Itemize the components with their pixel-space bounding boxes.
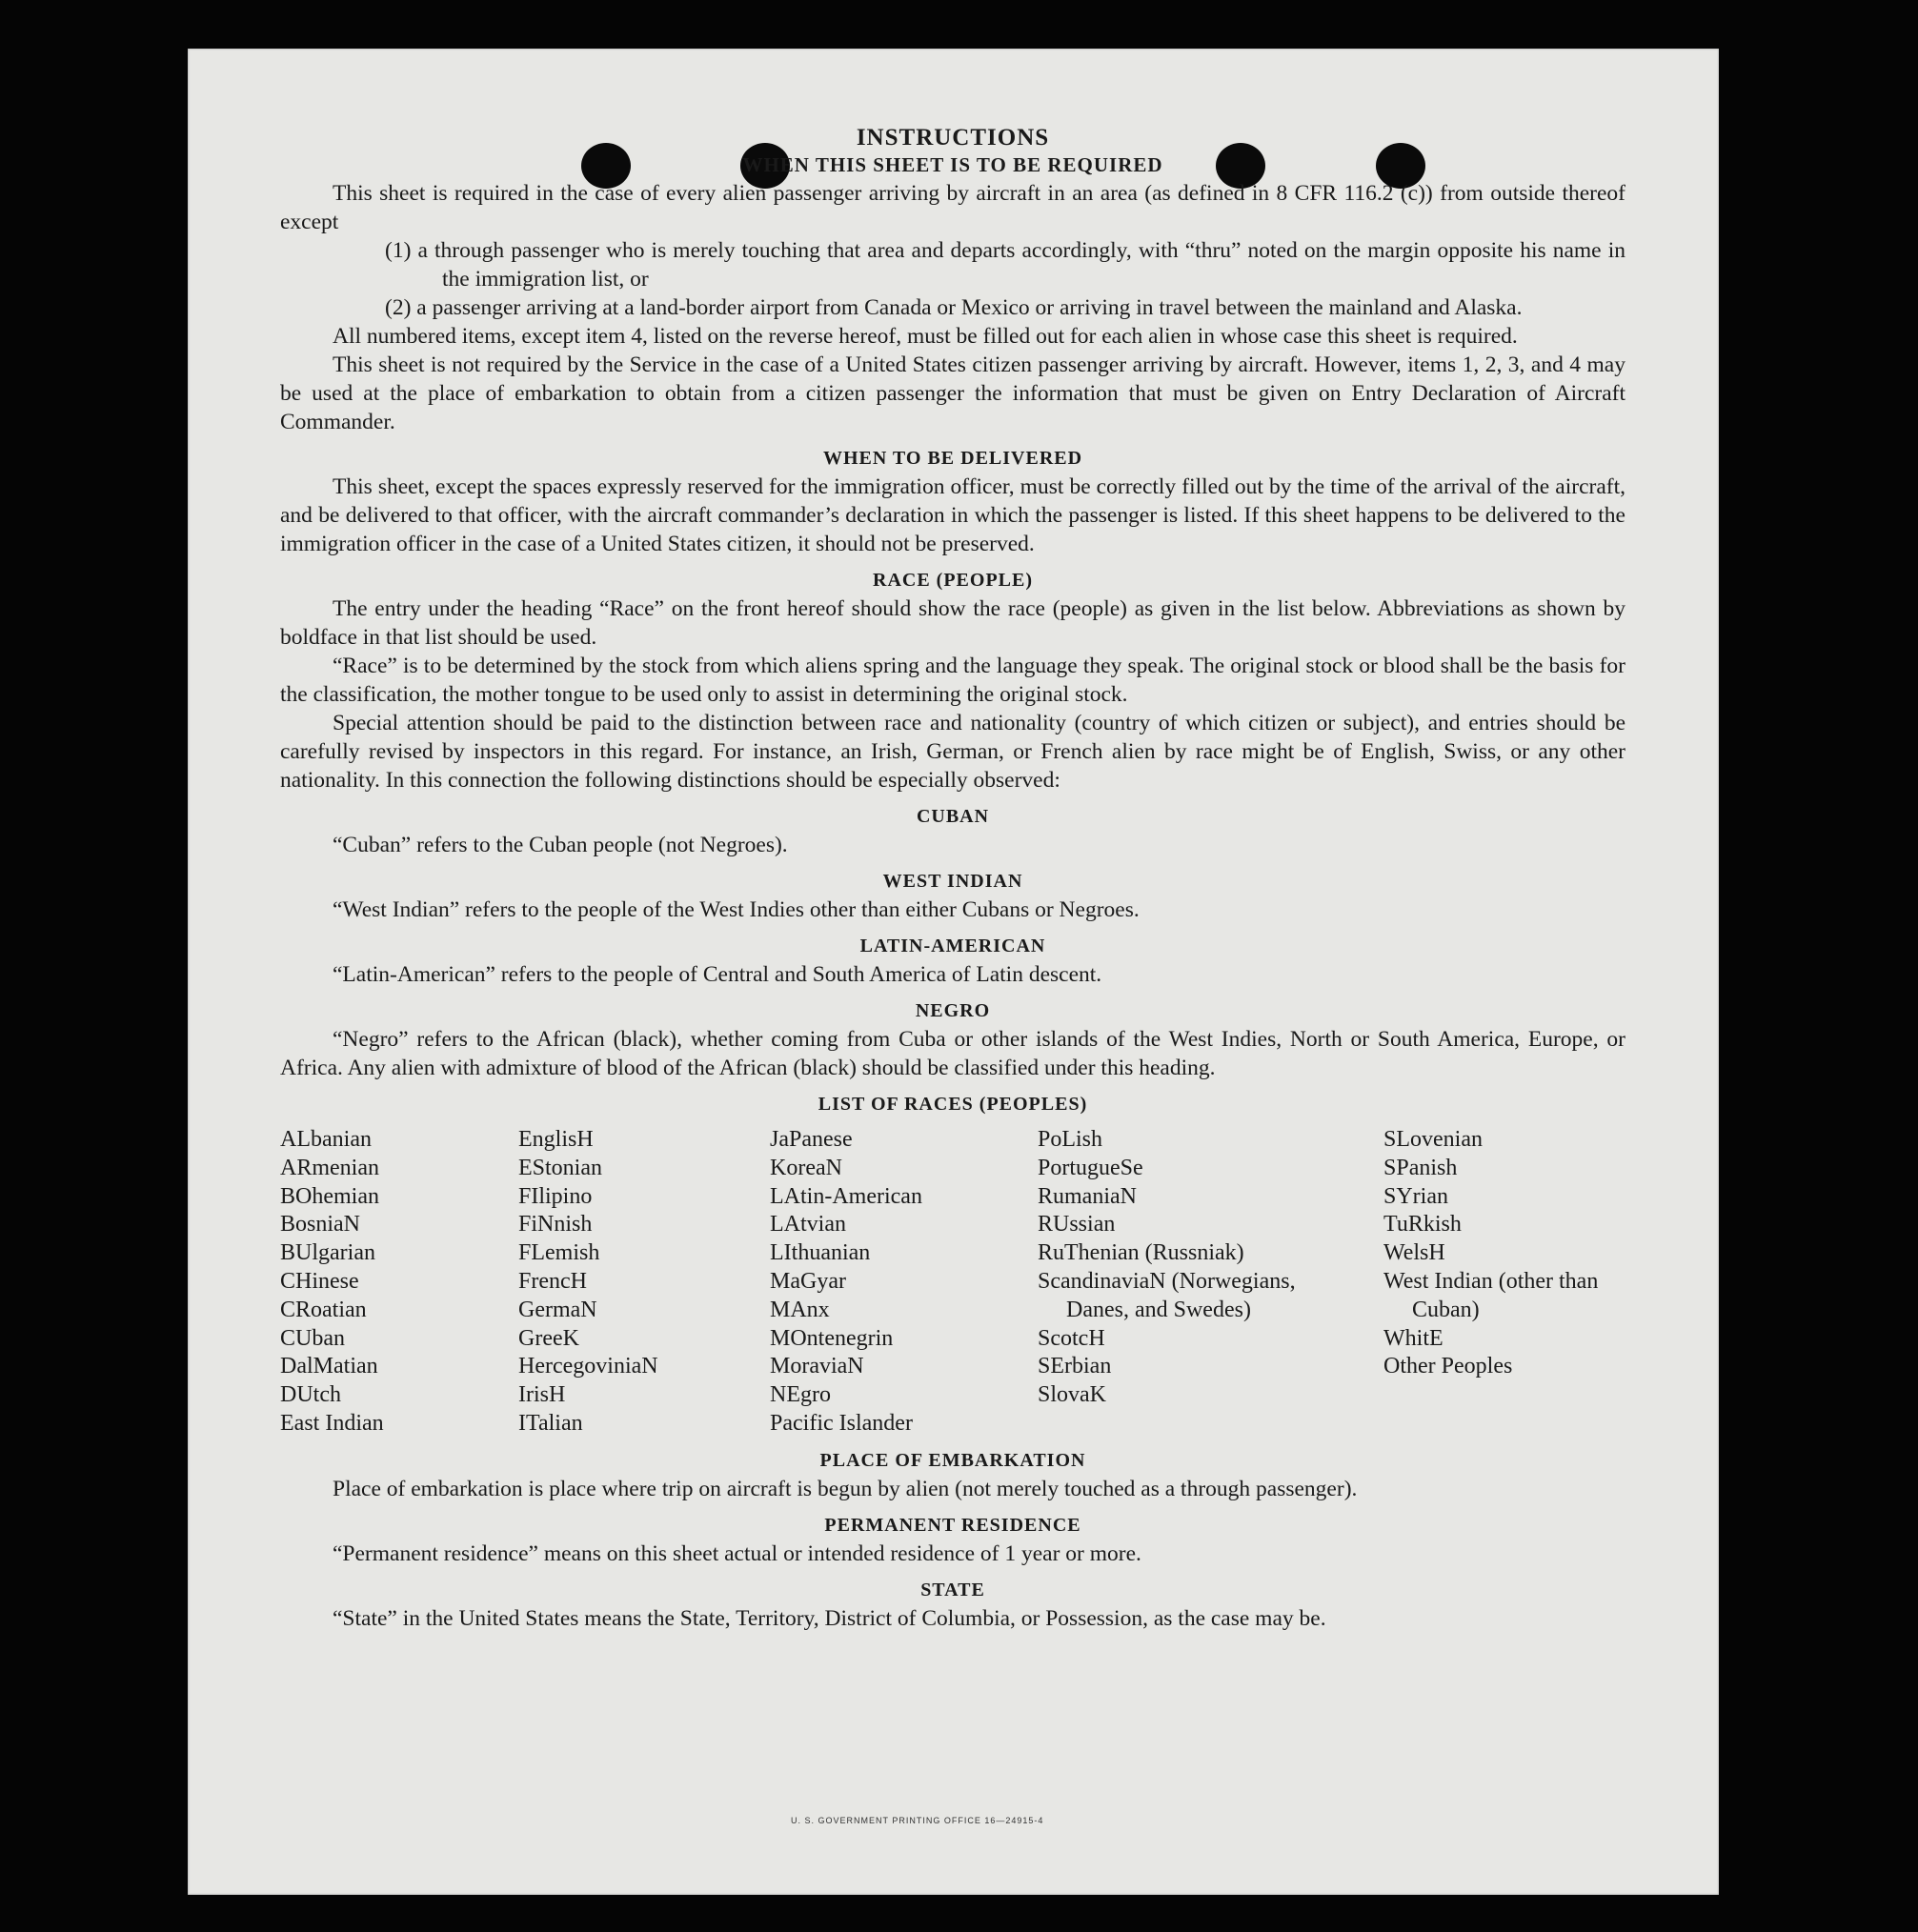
races-column	[280, 1126, 518, 1439]
races-column	[1383, 1126, 1625, 1439]
paragraph: This sheet is required in the case of every alien passenger arriving by aircraft in an area (as defined in 8 CFR 116.2 (c)) from outside thereof except	[280, 181, 1625, 234]
paragraph: “Latin-American” refers to the people of Central and South America of Latin descent.	[333, 962, 1102, 987]
race-entry: MAnx	[770, 1297, 830, 1322]
race-entry: ScotcH	[1038, 1325, 1105, 1351]
race-entry: WhitE	[1383, 1325, 1444, 1351]
race-entry: ITalian	[518, 1410, 583, 1436]
section-heading: WHEN THIS SHEET IS TO BE REQUIRED	[742, 153, 1163, 176]
section-heading: LIST OF RACES (PEOPLES)	[818, 1094, 1088, 1115]
race-entry: BosniaN	[280, 1212, 360, 1238]
race-entry: ScandinaviaN (Norwegians, Danes, and Swedes)	[1038, 1268, 1296, 1322]
instructions-content	[280, 124, 1625, 1633]
race-entry: HercegoviniaN	[518, 1354, 658, 1379]
section-heading: RACE (PEOPLE)	[873, 570, 1033, 591]
race-entry: CRoatian	[280, 1297, 367, 1322]
page-title: INSTRUCTIONS	[856, 125, 1050, 151]
paragraph: This sheet is not required by the Service in the case of a United States citizen passenger arriving by aircraft. However, items 1, 2, 3, and 4 may be used at the place of embarkation to obtain from a citizen passenger the information that must be given on Entry Declaration of Aircraft Commander.	[280, 352, 1625, 434]
race-entry: GreeK	[518, 1325, 579, 1351]
race-entry: SlovaK	[1038, 1382, 1106, 1408]
race-entry: TuRkish	[1383, 1212, 1462, 1238]
race-entry: FLemish	[518, 1240, 600, 1266]
paragraph: “Permanent residence” means on this sheet actual or intended residence of 1 year or more.	[333, 1540, 1141, 1566]
race-entry: West Indian (other than Cuban)	[1383, 1268, 1599, 1322]
paragraph: “Cuban” refers to the Cuban people (not Negroes).	[333, 833, 788, 857]
race-entry: GermaN	[518, 1297, 597, 1322]
race-entry: BOhemian	[280, 1183, 379, 1209]
paragraph: All numbered items, except item 4, listed on the reverse hereof, must be filled out for each alien in whose case this sheet is required.	[333, 324, 1518, 349]
race-entry: SErbian	[1038, 1354, 1112, 1379]
list-item: (2) a passenger arriving at a land-border airport from Canada or Mexico or arriving in travel between the mainland and Alaska.	[385, 295, 1523, 320]
race-entry: SPanish	[1383, 1155, 1458, 1180]
race-entry: RUssian	[1038, 1212, 1116, 1238]
race-entry: SYrian	[1383, 1183, 1448, 1209]
race-entry: JaPanese	[770, 1127, 853, 1152]
races-list	[280, 1126, 1625, 1439]
race-entry: MoraviaN	[770, 1354, 864, 1379]
race-entry: Pacific Islander	[770, 1410, 913, 1436]
race-entry: WelsH	[1383, 1240, 1445, 1266]
section-heading: STATE	[920, 1579, 985, 1600]
race-entry: DalMatian	[280, 1354, 378, 1379]
race-entry: LAtin-American	[770, 1183, 922, 1209]
races-column	[518, 1126, 770, 1439]
race-entry: RuThenian (Russniak)	[1038, 1240, 1244, 1266]
list-item: (1) a through passenger who is merely touching that area and departs accordingly, with “thru” noted on the margin opposite his name in the immigration list, or	[385, 238, 1625, 292]
race-entry: EStonian	[518, 1155, 602, 1180]
section-heading: LATIN-AMERICAN	[859, 936, 1046, 956]
race-entry: Other Peoples	[1383, 1354, 1513, 1379]
paragraph: Place of embarkation is place where trip on aircraft is begun by alien (not merely touched as a through passenger).	[333, 1476, 1358, 1501]
paragraph: “Negro” refers to the African (black), whether coming from Cuba or other islands of the West Indies, North or South America, Europe, or Africa. Any alien with admixture of blood of the African (black) should be classified under this heading.	[280, 1027, 1625, 1080]
paragraph: The entry under the heading “Race” on the front hereof should show the race (people) as given in the list below. Abbreviations as shown by boldface in that list should be used.	[280, 596, 1625, 650]
section-heading: PLACE OF EMBARKATION	[819, 1449, 1086, 1471]
race-entry: FrencH	[518, 1268, 587, 1294]
race-entry: MOntenegrin	[770, 1325, 894, 1351]
race-entry: MaGyar	[770, 1268, 846, 1294]
race-entry: FIlipino	[518, 1183, 593, 1209]
paragraph: “State” in the United States means the State, Territory, District of Columbia, or Possession, as the case may be.	[333, 1605, 1326, 1631]
paragraph: “West Indian” refers to the people of the West Indies other than either Cubans or Negroes.	[333, 897, 1140, 922]
race-entry: FiNnish	[518, 1212, 593, 1238]
races-column	[770, 1126, 1038, 1439]
race-entry: ARmenian	[280, 1155, 379, 1180]
races-column	[1038, 1126, 1383, 1439]
race-entry: LIthuanian	[770, 1240, 871, 1266]
race-entry: PoLish	[1038, 1127, 1103, 1152]
race-entry: BUlgarian	[280, 1240, 375, 1266]
printer-imprint: U. S. GOVERNMENT PRINTING OFFICE 16—24915-4	[791, 1816, 1044, 1825]
race-entry: EnglisH	[518, 1127, 594, 1152]
race-entry: LAtvian	[770, 1212, 846, 1238]
race-entry: KoreaN	[770, 1155, 842, 1180]
race-entry: NEgro	[770, 1382, 831, 1408]
race-entry: PortugueSe	[1038, 1155, 1143, 1180]
paragraph: This sheet, except the spaces expressly reserved for the immigration officer, must be correctly filled out by the time of the arrival of the aircraft, and be delivered to that officer, with the aircraft commander’s declaration in which the passenger is listed. If this sheet happens to be delivered to the immigration officer in the case of a United States citizen, it should not be preserved.	[280, 474, 1625, 556]
race-entry: East Indian	[280, 1410, 384, 1436]
section-heading: PERMANENT RESIDENCE	[824, 1514, 1081, 1536]
section-heading: NEGRO	[915, 1000, 991, 1021]
section-heading: WHEN TO BE DELIVERED	[822, 448, 1083, 469]
section-heading: WEST INDIAN	[882, 871, 1023, 892]
paragraph: “Race” is to be determined by the stock from which aliens spring and the language they speak. The original stock or blood shall be the basis for the classification, the mother tongue to be used only to assist in determining the original stock.	[280, 654, 1625, 707]
race-entry: CUban	[280, 1325, 345, 1351]
race-entry: IrisH	[518, 1382, 566, 1408]
race-entry: DUtch	[280, 1382, 341, 1408]
race-entry: RumaniaN	[1038, 1183, 1137, 1209]
paragraph: Special attention should be paid to the distinction between race and nationality (country of which citizen or subject), and entries should be carefully revised by inspectors in this regard. For instance, an Irish, German, or French alien by race might be of English, Swiss, or any other nationality. In this connection the following distinctions should be especially observed:	[280, 711, 1625, 793]
section-heading: CUBAN	[916, 806, 990, 827]
race-entry: ALbanian	[280, 1127, 372, 1152]
race-entry: SLovenian	[1383, 1127, 1483, 1152]
race-entry: CHinese	[280, 1268, 359, 1294]
